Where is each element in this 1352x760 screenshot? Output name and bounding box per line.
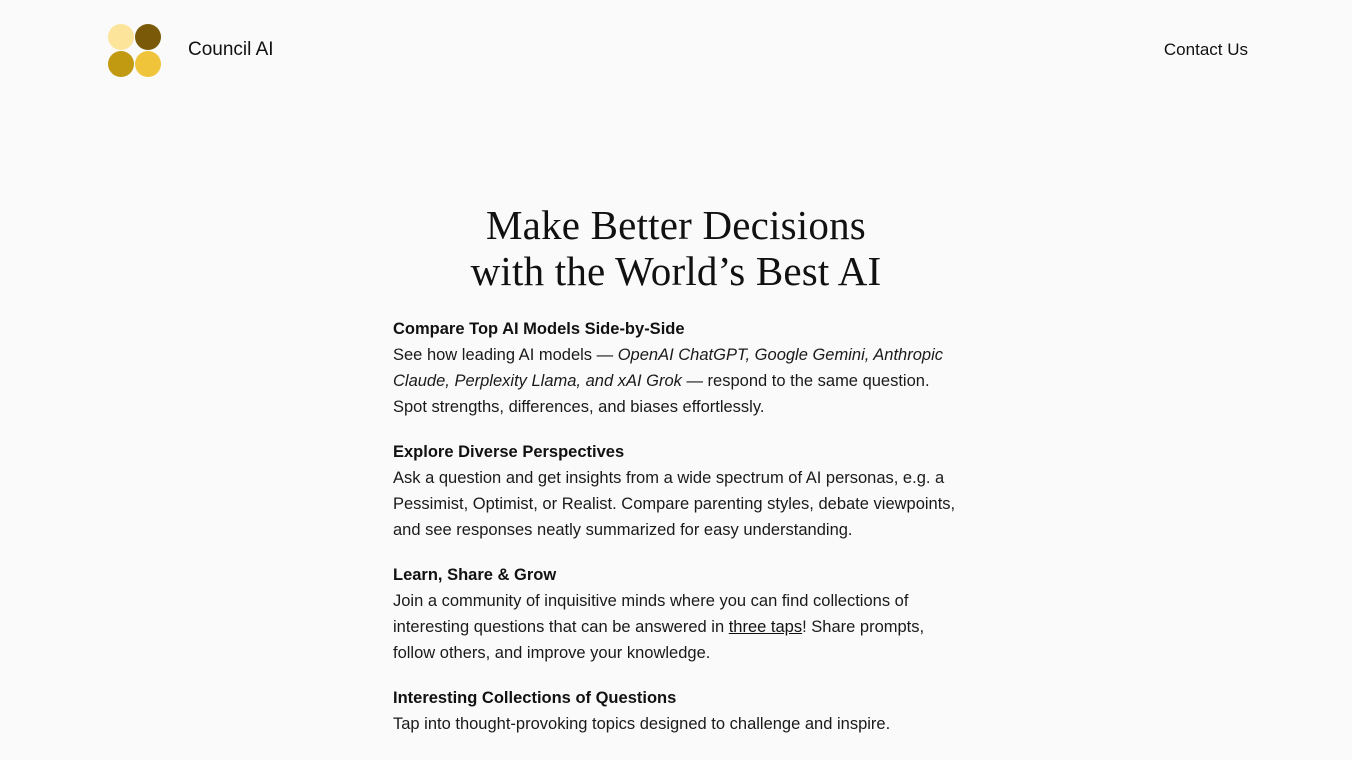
main-content [0,202,1352,733]
contact-us-link[interactable]: Contact Us [1163,40,1248,59]
feature-title: Interesting Collections of Questions [393,689,677,707]
hero-title [0,202,1352,294]
feature-compare-models [393,316,963,420]
brand-name-link[interactable]: Council AI [188,39,274,60]
feature-body-models: OpenAI ChatGPT, Google Gemini, Anthropic Claude, Perplexity Llama, and xAI Grok [393,346,943,390]
feature-body: Tap into thought-provoking topics designed to challenge and inspire. [393,715,891,733]
feature-body-text: See how leading AI models — [393,346,618,364]
feature-learn-share-grow [393,562,963,666]
hero-title-line-1: Make Better Decisions [486,202,866,248]
feature-title: Learn, Share & Grow [393,566,557,584]
feature-title: Explore Diverse Perspectives [393,443,625,461]
hero-title-line-2: with the World’s Best AI [470,248,882,294]
site-header [0,0,1352,100]
feature-body-text: Join a community of inquisitive minds where you can find collections of interesting questions that can be answered in [393,592,909,636]
feature-body: Ask a question and get insights from a wide spectrum of AI personas, e.g. a Pessimist, Optimist, or Realist. Compare parenting styles, debate viewpoints, and see responses neatly summarized for easy understanding. [393,469,956,539]
feature-body-text: — respond to the same question. Spot strengths, differences, and biases effortlessly. [393,372,930,416]
feature-body-text: ! Share prompts, follow others, and improve your knowledge. [393,618,925,662]
feature-title: Compare Top AI Models Side-by-Side [393,320,685,338]
feature-diverse-perspectives [393,439,963,543]
feature-question-collections [393,685,963,737]
logo-dot-top-left [108,24,134,50]
logo-dot-bottom-left [108,51,134,77]
logo-icon[interactable] [104,20,164,80]
feature-body [393,592,924,662]
feature-list [393,316,963,756]
three-taps-link[interactable]: three taps [728,618,803,636]
logo-dot-bottom-right [135,51,161,77]
logo-dot-top-right [135,24,161,50]
feature-body [393,346,943,416]
